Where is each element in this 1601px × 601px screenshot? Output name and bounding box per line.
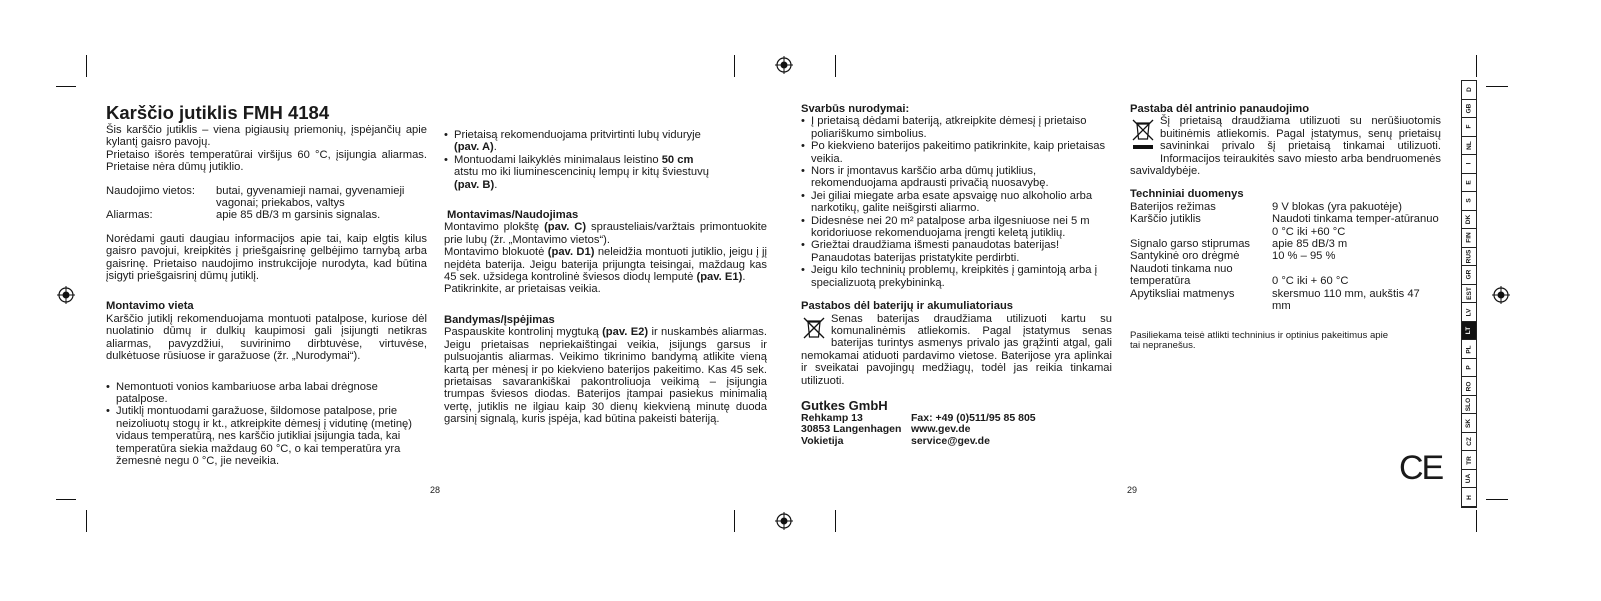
crop-mark xyxy=(734,510,735,532)
usage-value: butai, gyvenamieji namai, gyvenamieji vagonai; priekabos, valtys xyxy=(216,184,405,210)
language-tab-label: RUS xyxy=(1465,249,1473,264)
crop-mark xyxy=(1476,55,1477,77)
left-page-column-1 xyxy=(106,102,427,467)
list-item: • Jei giliai miegate arba esate apsvaigę nuo alkoholio arba narkotikų, galite neišgirsti aliarmo. xyxy=(801,189,1093,215)
list-item: • Didesnėse nei 20 m² patalpose arba ilgesniuose nei 5 m koridoriuose rekomenduojama įrengti keletą jutiklių. xyxy=(801,214,1090,240)
mount-paragraph: Karščio jutiklį rekomenduojama montuoti patalpose, kuriose dėl nuolatinio dūmų ir dulkių kaupimosi gali įsijungti netikras aliarmas, pavyzdžiui, suvirinimo dirbtuvėse, virtuvėse, dulkėtuose rūsiuose ir garažuose (žr. „Nurodymai“). xyxy=(106,312,427,363)
language-tab-label: PL xyxy=(1465,344,1473,354)
crop-mark xyxy=(835,55,836,77)
battery-paragraph: Senas baterijas draudžiama utilizuoti kartu su komunalinėmis atliekomis. Pagal įstatymus senas baterijas turintys asmenys privalo jas grąžinti atgal, gali nemokamai atiduoti pardavimo vietose. Baterijose yra aplinkai ir sveikatai pavojingų medžiagų, todėl jas reikia tinkamai utilizuoti. xyxy=(801,312,1112,387)
crop-mark xyxy=(1486,86,1508,87)
language-tab-label: P xyxy=(1465,365,1473,370)
usage-label: Naudojimo vietos: xyxy=(106,184,195,197)
language-tab-s[interactable] xyxy=(1462,192,1476,211)
language-tab-label: D xyxy=(1465,87,1473,93)
page-title: Karščio jutiklis FMH 4184 xyxy=(106,102,330,123)
table-row: Naudoti tinkama nuo temperatūra 0 °C iki + 60 °C xyxy=(1130,262,1349,288)
more-info-paragraph: Norėdami gauti daugiau informacijos apie tai, kaip elgtis kilus gaisro pavojui, kreipkitės į priešgaisrinę gelbėjimo tarnybą arba gaisrinę. Prietaiso naudojimo instrukcijoje nurodyta, kad būtina įsigyti priešgaisrinį dūmų jutiklį. xyxy=(106,232,427,283)
registration-mark-icon xyxy=(775,512,793,530)
language-tab-h[interactable] xyxy=(1462,488,1476,507)
language-tab-d[interactable] xyxy=(1462,81,1476,100)
list-item: • Nemontuoti vonios kambariuose arba labai drėgnose patalpose. xyxy=(106,380,378,405)
language-tab-label: FIN xyxy=(1465,232,1473,244)
registration-mark-icon xyxy=(1492,286,1510,304)
table-row: Karščio jutiklis Naudoti tinkama temper-atūranuo 0 °C iki +60 °C xyxy=(1130,213,1439,238)
language-tab-label: S xyxy=(1465,198,1473,204)
language-tab-label: I xyxy=(1465,162,1473,165)
table-row: Apytiksliai matmenys skersmuo 110 mm, aukštis 47 mm xyxy=(1130,287,1420,313)
language-tab-label: DK xyxy=(1465,214,1473,225)
language-tab-label: GB xyxy=(1465,103,1473,114)
address-row: Vokietija service@gev.de xyxy=(801,434,990,447)
language-tab-label: SK xyxy=(1465,418,1473,428)
language-tab-label: GR xyxy=(1465,270,1473,280)
language-tab-label: H xyxy=(1465,494,1473,500)
language-tab-label: UA xyxy=(1465,474,1473,484)
language-tab-label: TR xyxy=(1465,455,1473,465)
language-tab-gr[interactable] xyxy=(1462,266,1476,285)
language-tab-ua[interactable] xyxy=(1462,470,1476,489)
address-row: 30853 Langenhagen www.gev.de xyxy=(801,423,971,436)
usage-row xyxy=(106,185,427,210)
language-tab-strip xyxy=(1461,80,1477,508)
crop-mark xyxy=(734,55,735,77)
language-tab-label: LV xyxy=(1465,308,1473,316)
battery-heading: Pastabos dėl baterijų ir akumuliatoriaus xyxy=(801,300,1014,313)
install-paragraph: Montavimo blokuotė (pav. D1) neleidžia montuoti jutiklio, jeigu į jį neįdėta baterija. Jeigu baterija prijungta teisingai, maždaug kas 45 sek. užsidega kontrolinė šviesos diodų lemputė (pav. E1). xyxy=(444,246,768,284)
language-tab-label: NL xyxy=(1465,140,1473,150)
language-tab-fin[interactable] xyxy=(1462,229,1476,248)
list-item: • Nors ir įmontavus karščio arba dūmų jutiklius, rekomenduojama apdrausti privačią nuosavybę. xyxy=(801,165,1049,190)
crop-mark xyxy=(86,55,87,77)
language-tab-dk[interactable] xyxy=(1462,211,1476,230)
left-page-column-2 xyxy=(444,129,767,426)
language-tab-e[interactable] xyxy=(1462,174,1476,193)
test-heading: Bandymas/Įspėjimas xyxy=(444,313,555,326)
crop-mark xyxy=(56,86,76,87)
language-tab-est[interactable] xyxy=(1462,285,1476,304)
list-item: • Jeigu kilo techninių problemų, kreipkitės į gamintoją arba į specializuotą prekybininką. xyxy=(801,264,1098,289)
list-item: • Po kiekvieno baterijos pakeitimo patikrinkite, kaip prietaisas veikia. xyxy=(801,140,1106,165)
table-row: Signalo garso stiprumas apie 85 dB/3 m xyxy=(1130,238,1348,251)
install-paragraph: Patikrinkite, ar prietaisas veikia. xyxy=(444,283,601,296)
recycle-paragraph: Šį prietaisą draudžiama utilizuoti su nerūšiuotomis buitinėmis atliekomis. Pagal įstatymus, senų prietaisų savininkai privalo šį prietaisą tinkamai utilizuoti. Informacijos teiraukitės savo miesto arba bendruomenės savivaldybėje. xyxy=(1130,115,1441,178)
language-tab-i[interactable] xyxy=(1462,155,1476,174)
list-item: • Prietaisą rekomenduojama pritvirtinti lubų viduryje (pav. A). xyxy=(444,129,701,154)
registration-mark-icon xyxy=(775,56,793,74)
alarm-value: apie 85 dB/3 m garsinis signalas. xyxy=(216,209,381,222)
language-tab-p[interactable] xyxy=(1462,359,1476,378)
list-item: • Jutiklį montuodami garažuose, šildomose patalpose, prie neizoliuotų stogų ir kt., atkreipkite dėmesį į vidutinę (metinę) vidaus temperatūrą, nes karščio jutikliai įsijungia tada, kai temperatūra siekia maždaug 60 °C, o kai temperatūra yra žemesnė negu 0 °C, jie neveikia. xyxy=(106,405,412,467)
language-tab-ro[interactable] xyxy=(1462,377,1476,396)
install-heading: Montavimas/Naudojimas xyxy=(447,209,579,222)
mount-heading: Montavimo vieta xyxy=(106,300,194,313)
language-tab-gb[interactable] xyxy=(1462,100,1476,119)
alarm-label: Aliarmas: xyxy=(106,209,153,222)
crop-mark xyxy=(1486,499,1508,500)
language-tab-label: EST xyxy=(1465,287,1473,300)
crop-mark xyxy=(86,510,87,532)
intro-paragraph: Šis karščio jutiklis – viena pigiausių priemonių, įspėjančių apie kylantį gaisro pavojų. xyxy=(106,124,427,149)
recycle-heading: Pastaba dėl antrinio panaudojimo xyxy=(1130,103,1310,115)
language-tab-label: RO xyxy=(1465,381,1473,391)
list-item: • Montuodami laikyklės minimalaus leistino 50 cm atstu mo iki liuminescencinių lempų ir kitų šviestuvų (pav. B). xyxy=(444,153,709,191)
intro-paragraph: Prietaiso išorės temperatūrai viršijus 60 °C, įsijungia aliarmas. Prietaise nėra dūmų jutiklio. xyxy=(106,148,427,174)
language-tab-lt[interactable] xyxy=(1462,322,1476,341)
language-tab-cz[interactable] xyxy=(1462,433,1476,452)
language-tab-label: E xyxy=(1465,180,1473,185)
language-tab-rus[interactable] xyxy=(1462,248,1476,267)
address-row: Rehkamp 13 Fax: +49 (0)511/95 85 805 xyxy=(801,411,1036,424)
crossed-bin-icon xyxy=(801,315,827,341)
crop-mark xyxy=(1476,510,1477,532)
disclaimer: Pasiliekama teisė atlikti techninius ir optinius pakeitimus apie tai nepranešus. xyxy=(1130,329,1389,352)
install-paragraph: Montavimo plokštę (pav. C) sprausteliais/varžtais primontuokite prie lubų (žr. „Montavimo vietos“). xyxy=(444,221,767,246)
notes-heading: Svarbūs nurodymai: xyxy=(801,103,910,115)
language-tab-label: SLO xyxy=(1465,397,1473,412)
crossed-bin-icon xyxy=(1130,117,1156,157)
crop-mark xyxy=(835,510,836,532)
right-page-column-2 xyxy=(1130,103,1441,352)
language-tab-label: LT xyxy=(1465,326,1473,335)
page-number: 28 xyxy=(430,485,441,495)
language-tab-label: F xyxy=(1465,124,1473,129)
table-row: Santykinė oro drėgmė 10 % – 95 % xyxy=(1130,250,1336,263)
language-tab-sk[interactable] xyxy=(1462,414,1476,433)
crop-mark xyxy=(56,499,76,500)
language-tab-pl[interactable] xyxy=(1462,340,1476,359)
language-tab-nl[interactable] xyxy=(1462,137,1476,156)
language-tab-slo[interactable] xyxy=(1462,396,1476,415)
language-tab-label: CZ xyxy=(1465,437,1473,446)
registration-mark-icon xyxy=(57,286,75,304)
tech-heading: Techniniai duomenys xyxy=(1130,188,1244,201)
table-row: Baterijos režimas 9 V blokas (yra pakuotėje) xyxy=(1130,200,1402,213)
language-tab-tr[interactable] xyxy=(1462,451,1476,470)
list-item: • Griežtai draudžiama išmesti panaudotas baterijas! Panaudotas baterijas pristatykite perdirbti. xyxy=(801,239,1060,264)
ce-mark: CE xyxy=(1399,449,1443,487)
page-number: 29 xyxy=(1127,485,1138,495)
list-item: • Į prietaisą dėdami bateriją, atkreipkite dėmesį į prietaiso poliariškumo simbolius. xyxy=(801,115,1087,140)
right-page-column-1 xyxy=(801,103,1112,447)
company-name: Gutkes GmbH xyxy=(801,397,888,413)
alarm-row xyxy=(106,209,427,221)
test-paragraph: Paspauskite kontrolinį mygtuką (pav. E2) ir nuskambės aliarmas. Jeigu prietaisas nepriekaištingai veikia, įsijungs garsus ir pulsuojantis aliarmas. Veikimo tikrinimo bandymą atlikite vieną kartą per mėnesį ir po kiekvieno baterijos pakeitimo. Kas 45 sek. prietaisas savarankiškai pakontroliuoja veikimą – įsijungia trumpas šviesos diodas. Baterijos įtampai pasiekus minimalią vertę, jutiklis ne ilgiau kaip 30 dienų kiekvieną minutę duoda garsinį signalą, kuris įspėja, kad būtina pakeisti bateriją. xyxy=(444,326,767,426)
language-tab-f[interactable] xyxy=(1462,118,1476,137)
language-tab-lv[interactable] xyxy=(1462,303,1476,322)
